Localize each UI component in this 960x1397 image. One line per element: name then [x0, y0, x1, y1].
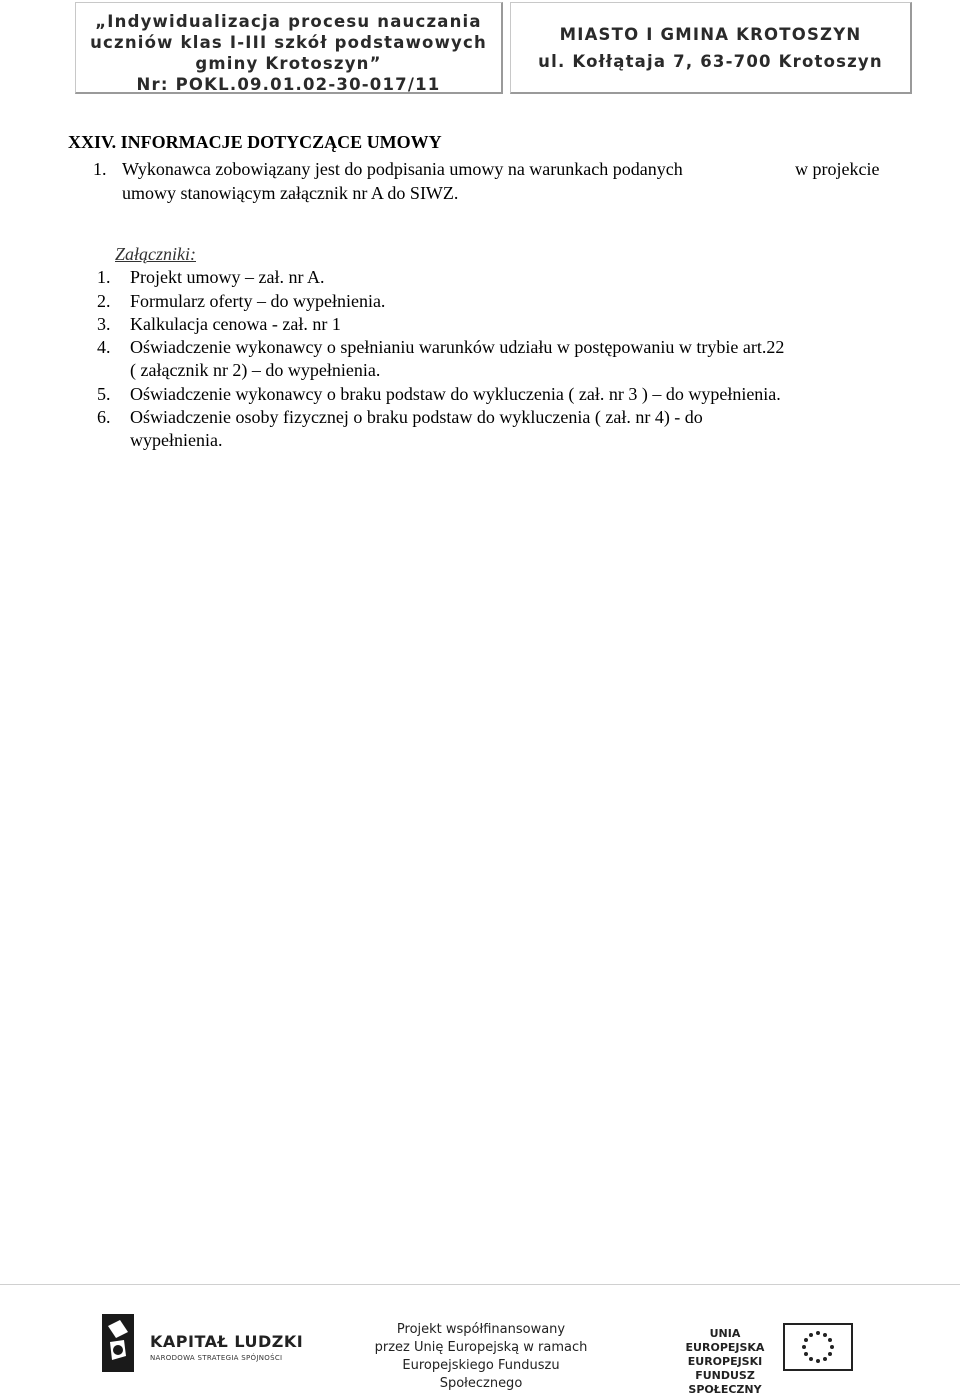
kapital-ludzki-title: KAPITAŁ LUDZKI: [150, 1332, 304, 1351]
attachment-item: ( załącznik nr 2) – do wypełnienia.: [130, 360, 381, 380]
item-number: 1.: [93, 159, 107, 179]
item-text: Wykonawca zobowiązany jest do podpisania umowy na warunkach podanych: [122, 159, 683, 179]
attachment-item: Oświadczenie osoby fizycznej o braku podstaw do wykluczenia ( zał. nr 4) - do: [130, 407, 703, 427]
eu-flag-icon: [783, 1323, 853, 1371]
header-project-line: uczniów klas I-III szkół podstawowych: [90, 33, 487, 52]
eu-fund-label: [672, 1327, 778, 1397]
kapital-ludzki-subtitle: NARODOWA STRATEGIA SPÓJNOŚCI: [150, 1354, 283, 1362]
project-funding-note: [372, 1321, 590, 1393]
header-project-line: gminy Krotoszyn”: [195, 54, 382, 73]
header-institution-address: ul. Kołłątaja 7, 63-700 Krotoszyn: [538, 52, 883, 71]
attachment-number: 6.: [97, 407, 111, 427]
item-text: umowy stanowiącym załącznik nr A do SIWZ.: [122, 183, 459, 203]
attachment-item: Projekt umowy – zał. nr A.: [130, 267, 325, 287]
attachment-number: 3.: [97, 314, 111, 334]
eu-fund-line: FUNDUSZ SPOŁECZNY: [688, 1369, 762, 1396]
header-institution-box: [510, 2, 912, 94]
attachment-number: 4.: [97, 337, 111, 357]
attachment-item: Oświadczenie wykonawcy o spełnianiu warunków udziału w postępowaniu w trybie art.22: [130, 337, 785, 357]
header-project-box: [75, 2, 503, 94]
footer-divider: [0, 1284, 960, 1285]
attachments-heading: Załączniki:: [115, 244, 196, 264]
attachment-item: Formularz oferty – do wypełnienia.: [130, 291, 386, 311]
attachment-item: Oświadczenie wykonawcy o braku podstaw do wykluczenia ( zał. nr 3 ) – do wypełnienia.: [130, 384, 781, 404]
eu-stars-icon: [785, 1325, 851, 1369]
attachment-number: 1.: [97, 267, 111, 287]
header-institution-name: MIASTO I GMINA KROTOSZYN: [559, 25, 862, 44]
project-funding-line: Europejskiego Funduszu Społecznego: [402, 1358, 560, 1391]
section-title: XXIV. INFORMACJE DOTYCZĄCE UMOWY: [68, 132, 442, 152]
attachment-item: Kalkulacja cenowa - zał. nr 1: [130, 314, 341, 334]
attachment-number: 5.: [97, 384, 111, 404]
project-funding-line: przez Unię Europejską w ramach: [374, 1340, 588, 1355]
header-project-line: „Indywidualizacja procesu nauczania: [95, 12, 482, 31]
eu-fund-line: UNIA EUROPEJSKA: [685, 1327, 765, 1354]
kapital-ludzki-logo-icon: [98, 1312, 138, 1374]
header-project-number: Nr: POKL.09.01.02-30-017/11: [136, 75, 441, 94]
item-text: w projekcie: [795, 159, 880, 179]
attachment-number: 2.: [97, 291, 111, 311]
eu-fund-line: EUROPEJSKI: [687, 1355, 763, 1368]
project-funding-line: Projekt współfinansowany: [396, 1322, 566, 1337]
attachment-item: wypełnienia.: [130, 430, 223, 450]
